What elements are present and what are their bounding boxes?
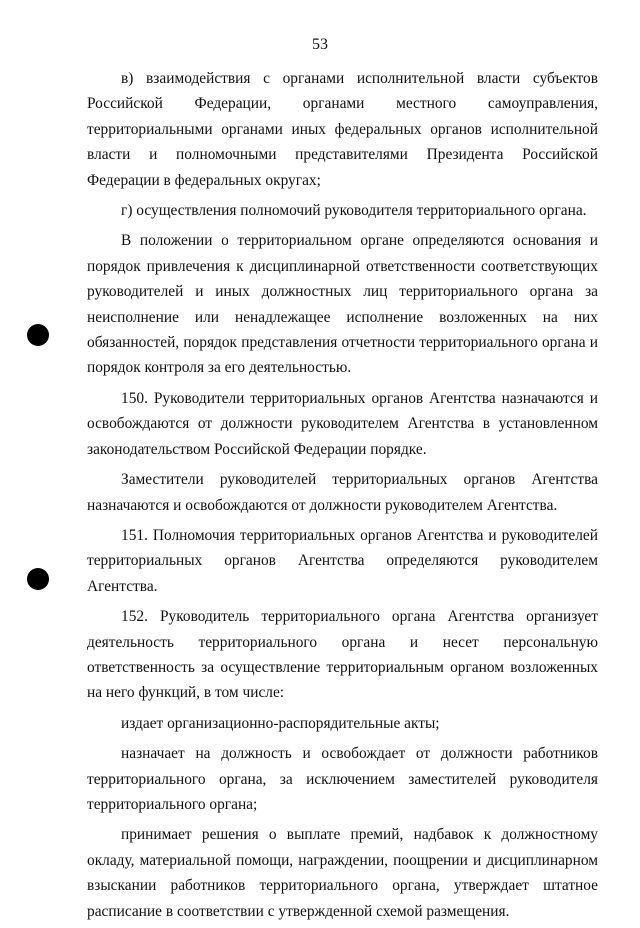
paragraph-item-v: в) взаимодействия с органами исполнительной власти субъектов Российской Федерации, органами местного самоуправления, территориальными органами иных федеральных органов исполнительной власти и полномочными представителями Президента Российской Федерации в федеральных округах; bbox=[87, 70, 598, 189]
punch-hole-bottom bbox=[27, 568, 49, 590]
paragraph-item-g: г) осуществления полномочий руководителя территориального органа. bbox=[121, 202, 587, 220]
paragraph-issues-acts: издает организационно-распорядительные акты; bbox=[121, 714, 440, 732]
punch-hole-top bbox=[27, 324, 49, 346]
paragraph-152: 152. Руководитель территориального органа Агентства организует деятельность территориального органа и несет персональную ответственность за осуществление территориальным органом возложенных на него функций, в том числе: bbox=[87, 608, 598, 702]
document-body bbox=[87, 66, 598, 928]
paragraph-151: 151. Полномочия территориальных органов Агентства и руководителей территориальных органов Агентства определяются руководителем Агентства. bbox=[87, 526, 598, 595]
paragraph-bonuses: принимает решения о выплате премий, надбавок к должностному окладу, материальной помощи, награждении, поощрении и дисциплинарном взыскании работников территориального органа, утверждает штатное расписание в соответствии с утвержденной схемой размещения. bbox=[87, 826, 598, 920]
paragraph-regulation-provisions: В положении о территориальном органе определяются основания и порядок привлечения к дисциплинарной ответственности соответствующих руководителей и иных должностных лиц территориального органа за неисполнение или ненадлежащее исполнение возложенных на них обязанностей, порядок представления отчетности территориального органа и порядок контроля за его деятельностью. bbox=[87, 232, 598, 377]
paragraph-deputies: Заместители руководителей территориальных органов Агентства назначаются и освобождаются от должности руководителем Агентства. bbox=[87, 471, 598, 514]
page-number: 53 bbox=[312, 36, 328, 53]
paragraph-150: 150. Руководители территориальных органов Агентства назначаются и освобождаются от должности руководителем Агентства в установленном законодательством Российской Федерации порядке. bbox=[87, 389, 598, 458]
paragraph-appoints: назначает на должность и освобождает от должности работников территориального органа, за исключением заместителей руководителя территориального органа; bbox=[87, 745, 598, 813]
